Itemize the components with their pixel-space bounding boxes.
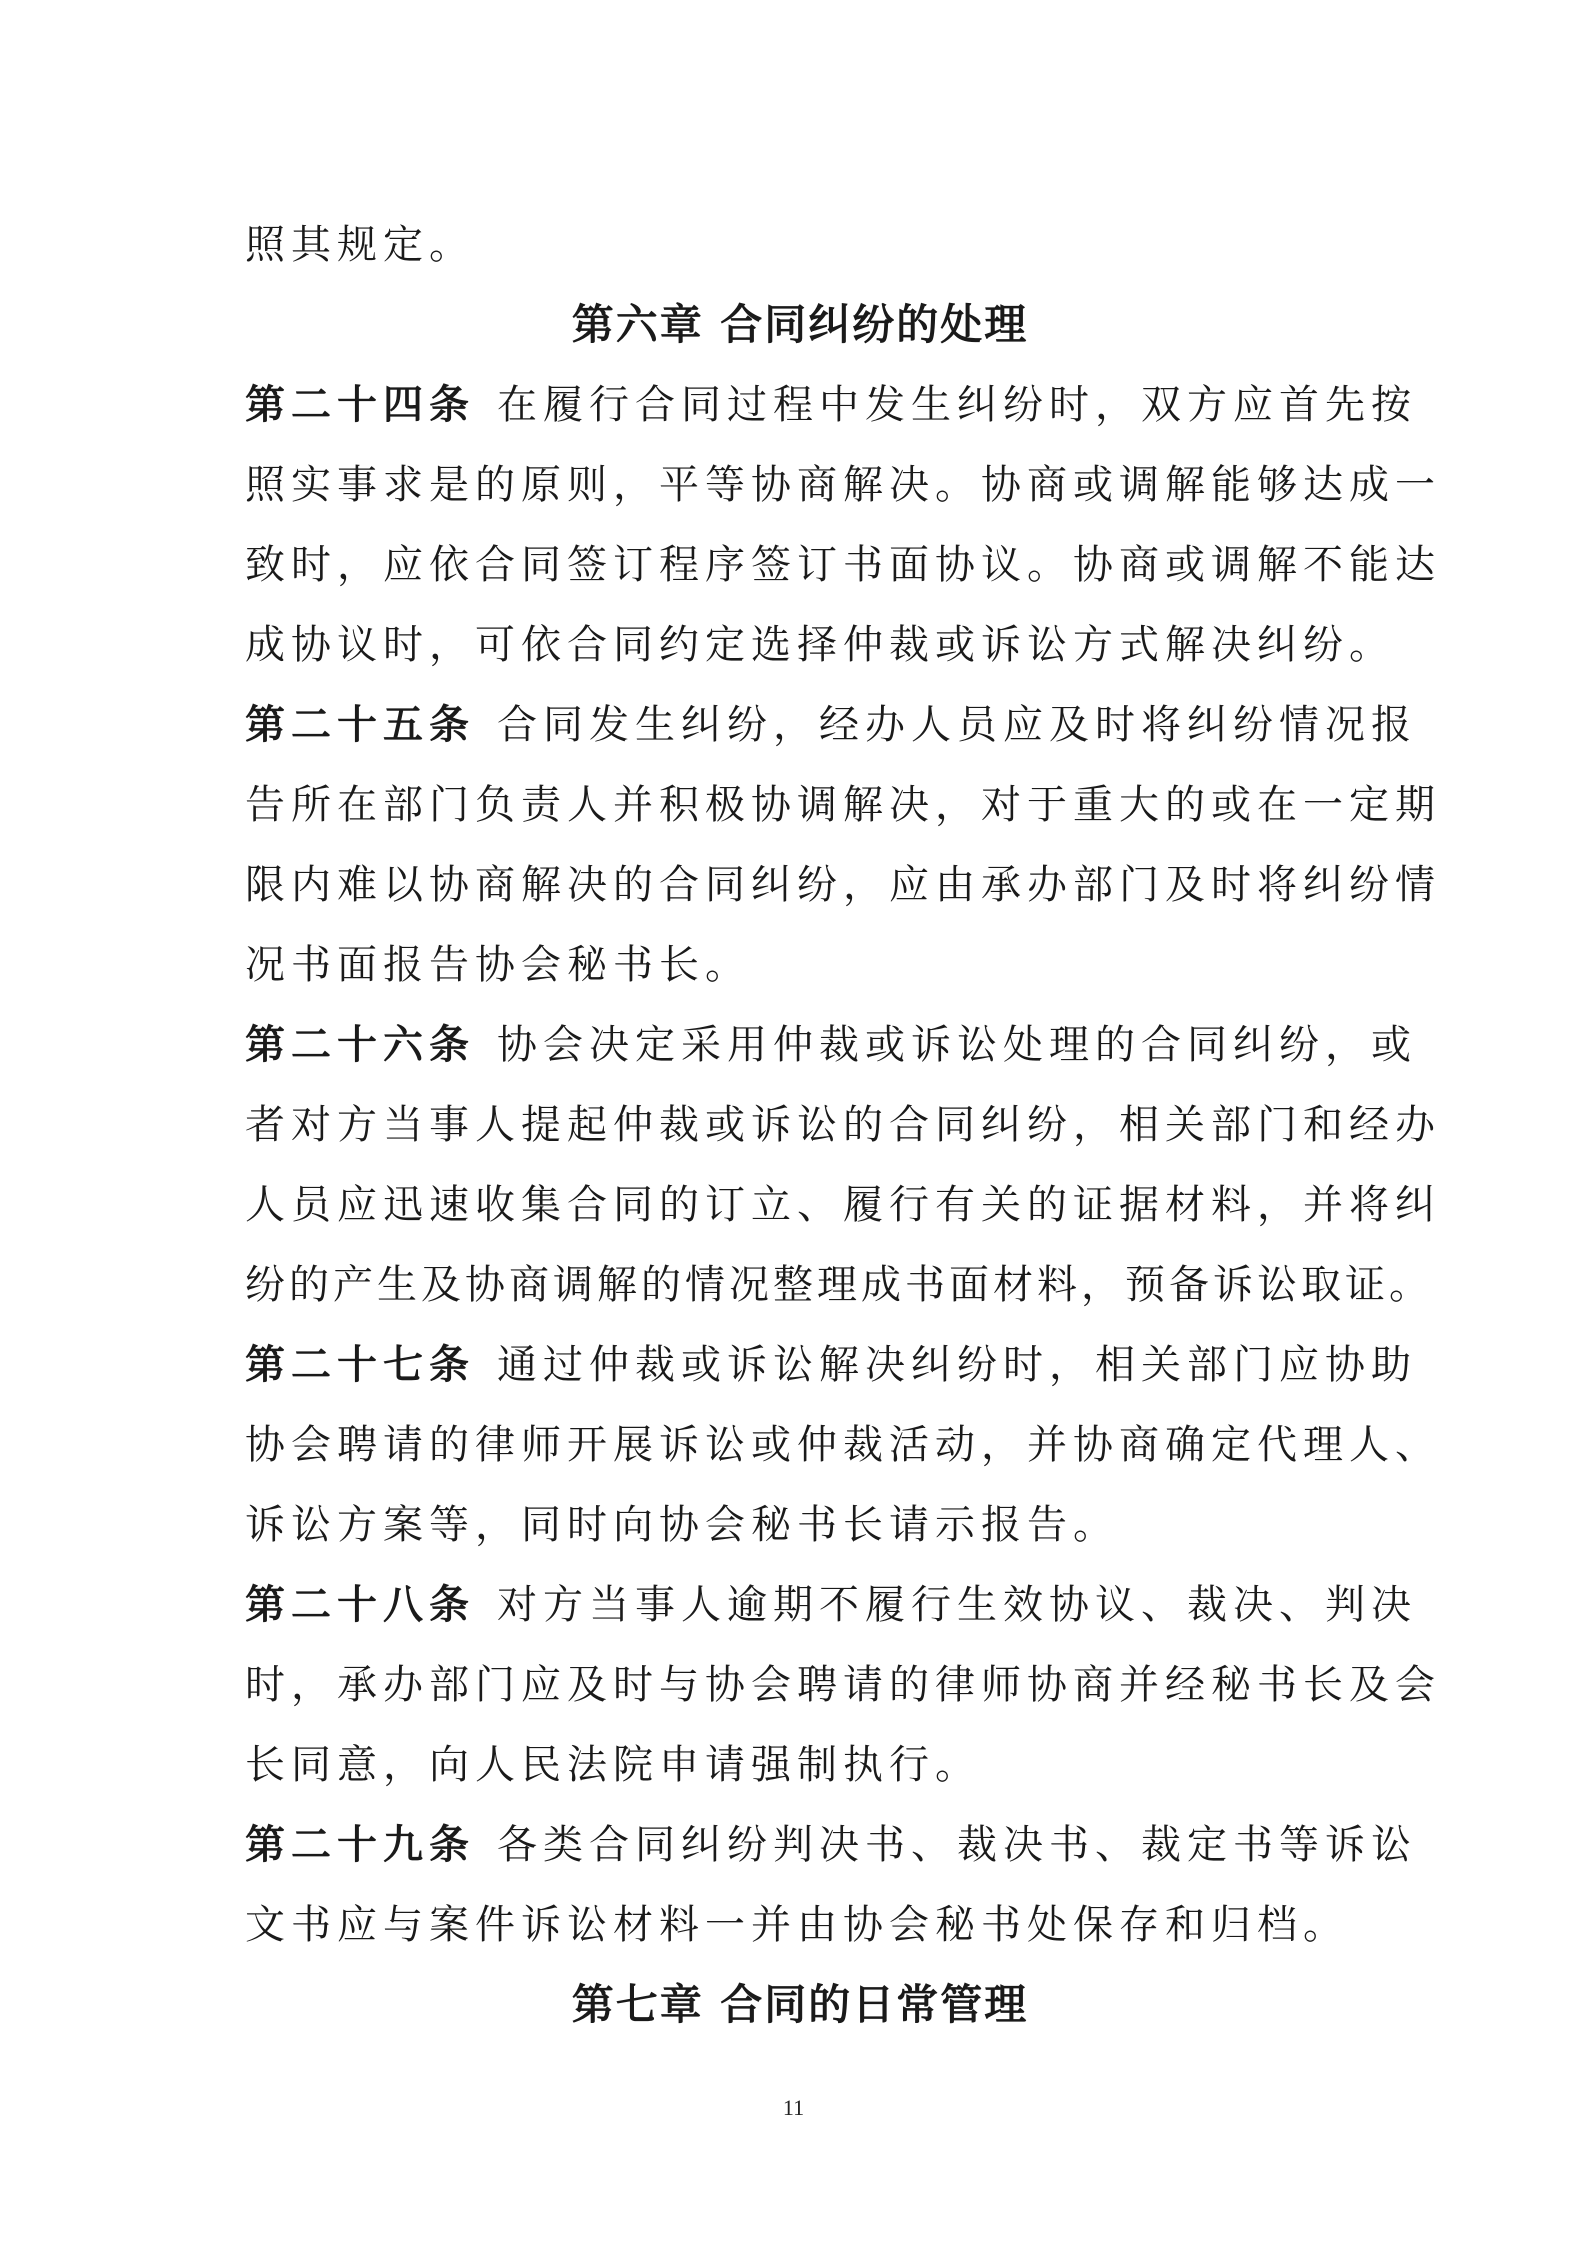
paragraph-line: 限内难以协商解决的合同纠纷，应由承办部门及时将纠纷情 [245,862,1441,908]
article-number: 第二十七条 [245,1342,475,1388]
paragraph-line: 文书应与案件诉讼材料一并由协会秘书处保存和归档。 [245,1902,1349,1948]
article-number: 第二十九条 [245,1822,475,1868]
article-text: 在履行合同过程中发生纠纷时，双方应首先按 [497,382,1417,428]
article-number: 第二十八条 [245,1582,475,1628]
paragraph-line: 人员应迅速收集合同的订立、履行有关的证据材料，并将纠 [245,1182,1441,1228]
paragraph-line: 时，承办部门应及时与协会聘请的律师协商并经秘书长及会 [245,1662,1441,1708]
paragraph-line: 长同意，向人民法院申请强制执行。 [245,1742,981,1788]
page-number: 11 [782,2095,805,2120]
article-number: 第二十五条 [245,702,475,748]
article-text: 合同发生纠纷，经办人员应及时将纠纷情况报 [497,702,1417,748]
paragraph-line: 成协议时，可依合同约定选择仲裁或诉讼方式解决纠纷。 [245,622,1395,668]
paragraph-line: 者对方当事人提起仲裁或诉讼的合同纠纷，相关部门和经办 [245,1102,1441,1148]
article-25 [245,685,1441,1005]
page-body [245,205,1441,2045]
article-24 [245,365,1441,685]
paragraph-line: 纷的产生及协商调解的情况整理成书面材料，预备诉讼取证。 [245,1262,1433,1308]
article-27 [245,1325,1441,1565]
article-first-line [245,1805,1417,1885]
paragraph-line: 致时，应依合同签订程序签订书面协议。协商或调解不能达 [245,542,1441,588]
chapter-heading-6: 第六章 合同纠纷的处理 [571,300,1029,349]
article-first-line [245,365,1417,445]
article-text: 通过仲裁或诉讼解决纠纷时，相关部门应协助 [497,1342,1417,1388]
paragraph-line: 况书面报告协会秘书长。 [245,942,751,988]
paragraph-line: 照实事求是的原则，平等协商解决。协商或调解能够达成一 [245,462,1441,508]
article-29 [245,1805,1417,1965]
chapter-heading-7: 第七章 合同的日常管理 [571,1980,1029,2029]
paragraph-line: 诉讼方案等，同时向协会秘书长请示报告。 [245,1502,1119,1548]
article-28 [245,1565,1441,1805]
article-first-line [245,1005,1417,1085]
paragraph-line: 照其规定。 [245,222,475,268]
article-text: 各类合同纠纷判决书、裁决书、裁定书等诉讼 [497,1822,1417,1868]
article-number: 第二十六条 [245,1022,475,1068]
article-text: 对方当事人逾期不履行生效协议、裁决、判决 [497,1582,1417,1628]
article-text: 协会决定采用仲裁或诉讼处理的合同纠纷，或 [497,1022,1417,1068]
article-number: 第二十四条 [245,382,475,428]
article-first-line [245,1565,1417,1645]
article-first-line [245,685,1417,765]
paragraph-line: 告所在部门负责人并积极协调解决，对于重大的或在一定期 [245,782,1441,828]
article-26 [245,1005,1441,1325]
paragraph-line: 协会聘请的律师开展诉讼或仲裁活动，并协商确定代理人、 [245,1422,1441,1468]
article-first-line [245,1325,1417,1405]
